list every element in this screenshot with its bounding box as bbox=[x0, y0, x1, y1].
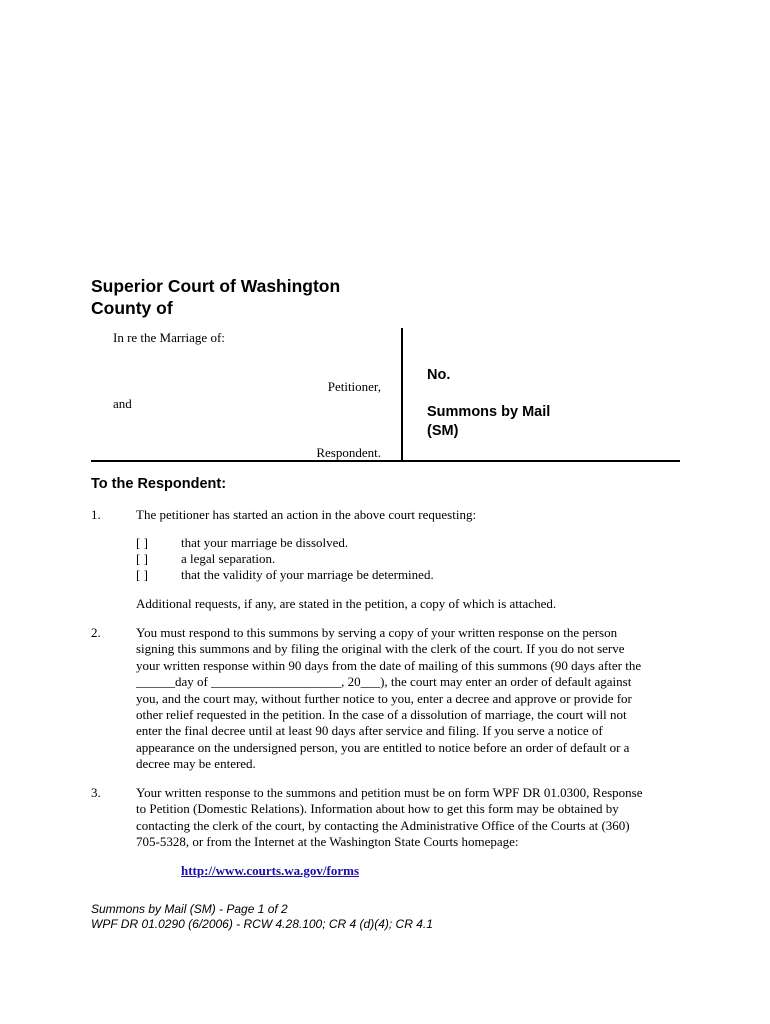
courts-forms-link[interactable]: http://www.courts.wa.gov/forms bbox=[181, 863, 360, 878]
item2-line: signing this summons and by filing the original with the clerk of the court. If you do not serve bbox=[136, 641, 625, 657]
respondent-label: Respondent. bbox=[316, 445, 381, 460]
item2-line: other relief requested in the petition. In the case of a dissolution of marriage, the court will not bbox=[136, 707, 627, 723]
in-re-label: In re the Marriage of: bbox=[113, 330, 225, 345]
item2-number: 2. bbox=[91, 625, 101, 640]
and-label: and bbox=[113, 396, 132, 411]
item3-paragraph bbox=[136, 785, 682, 851]
court-heading bbox=[91, 275, 340, 319]
item1-number: 1. bbox=[91, 507, 101, 522]
item3-line: to Petition (Domestic Relations). Information about how to get this form may be obtained by bbox=[136, 801, 619, 817]
option-separation-text: a legal separation. bbox=[181, 551, 276, 566]
forms-link-wrapper bbox=[181, 862, 359, 880]
item2-paragraph bbox=[136, 625, 682, 773]
item2-line: enter the final decree until at least 90 days after service and filing. If you serve a notice of bbox=[136, 723, 603, 739]
caption-divider-horizontal bbox=[91, 460, 680, 462]
option-validity-checkbox[interactable]: [ ] bbox=[136, 567, 148, 582]
option-separation-checkbox[interactable]: [ ] bbox=[136, 551, 148, 566]
item2-line: appearance on the undersigned person, you are entitled to notice before an order of default or a bbox=[136, 739, 630, 755]
item2-line: decree may be entered. bbox=[136, 756, 256, 772]
footer-form-reference: WPF DR 01.0290 (6/2006) - RCW 4.28.100; CR 4 (d)(4); CR 4.1 bbox=[91, 917, 433, 931]
court-name: Superior Court of Washington bbox=[91, 276, 341, 296]
footer-page-info: Summons by Mail (SM) - Page 1 of 2 bbox=[91, 902, 288, 916]
option-dissolved-text: that your marriage be dissolved. bbox=[181, 535, 349, 550]
item3-number: 3. bbox=[91, 785, 101, 800]
petitioner-label: Petitioner, bbox=[327, 379, 381, 394]
item1-text: The petitioner has started an action in the above court requesting: bbox=[136, 507, 477, 522]
item3-line: Your written response to the summons and petition must be on form WPF DR 01.0300, Response bbox=[136, 785, 643, 800]
option-dissolved-checkbox[interactable]: [ ] bbox=[136, 535, 148, 550]
item3-line: contacting the clerk of the court, by contacting the Administrative Office of the Courts at (360) bbox=[136, 817, 630, 833]
form-title-line2: (SM) bbox=[427, 423, 459, 439]
item3-line: 705-5328, or from the Internet at the Washington State Courts homepage: bbox=[136, 834, 519, 850]
form-title bbox=[427, 403, 550, 441]
caption-divider-vertical bbox=[401, 328, 403, 461]
form-title-line1: Summons by Mail bbox=[427, 404, 551, 420]
option-validity-text: that the validity of your marriage be determined. bbox=[181, 567, 434, 582]
additional-requests-text: Additional requests, if any, are stated in the petition, a copy of which is attached. bbox=[136, 596, 557, 611]
county-label: County of bbox=[91, 298, 173, 318]
item2-line: you, and the court may, without further notice to you, enter a decree and approve or provide for bbox=[136, 690, 632, 706]
item2-line: You must respond to this summons by serving a copy of your written response on the person bbox=[136, 625, 618, 640]
section-heading: To the Respondent: bbox=[91, 476, 227, 492]
item2-date-line[interactable]: ______day of ____________________, 20___), the court may enter an order of default against bbox=[136, 674, 632, 690]
case-number-label: No. bbox=[427, 367, 451, 383]
item2-line: your written response within 90 days from the date of mailing of this summons (90 days after the bbox=[136, 657, 642, 673]
